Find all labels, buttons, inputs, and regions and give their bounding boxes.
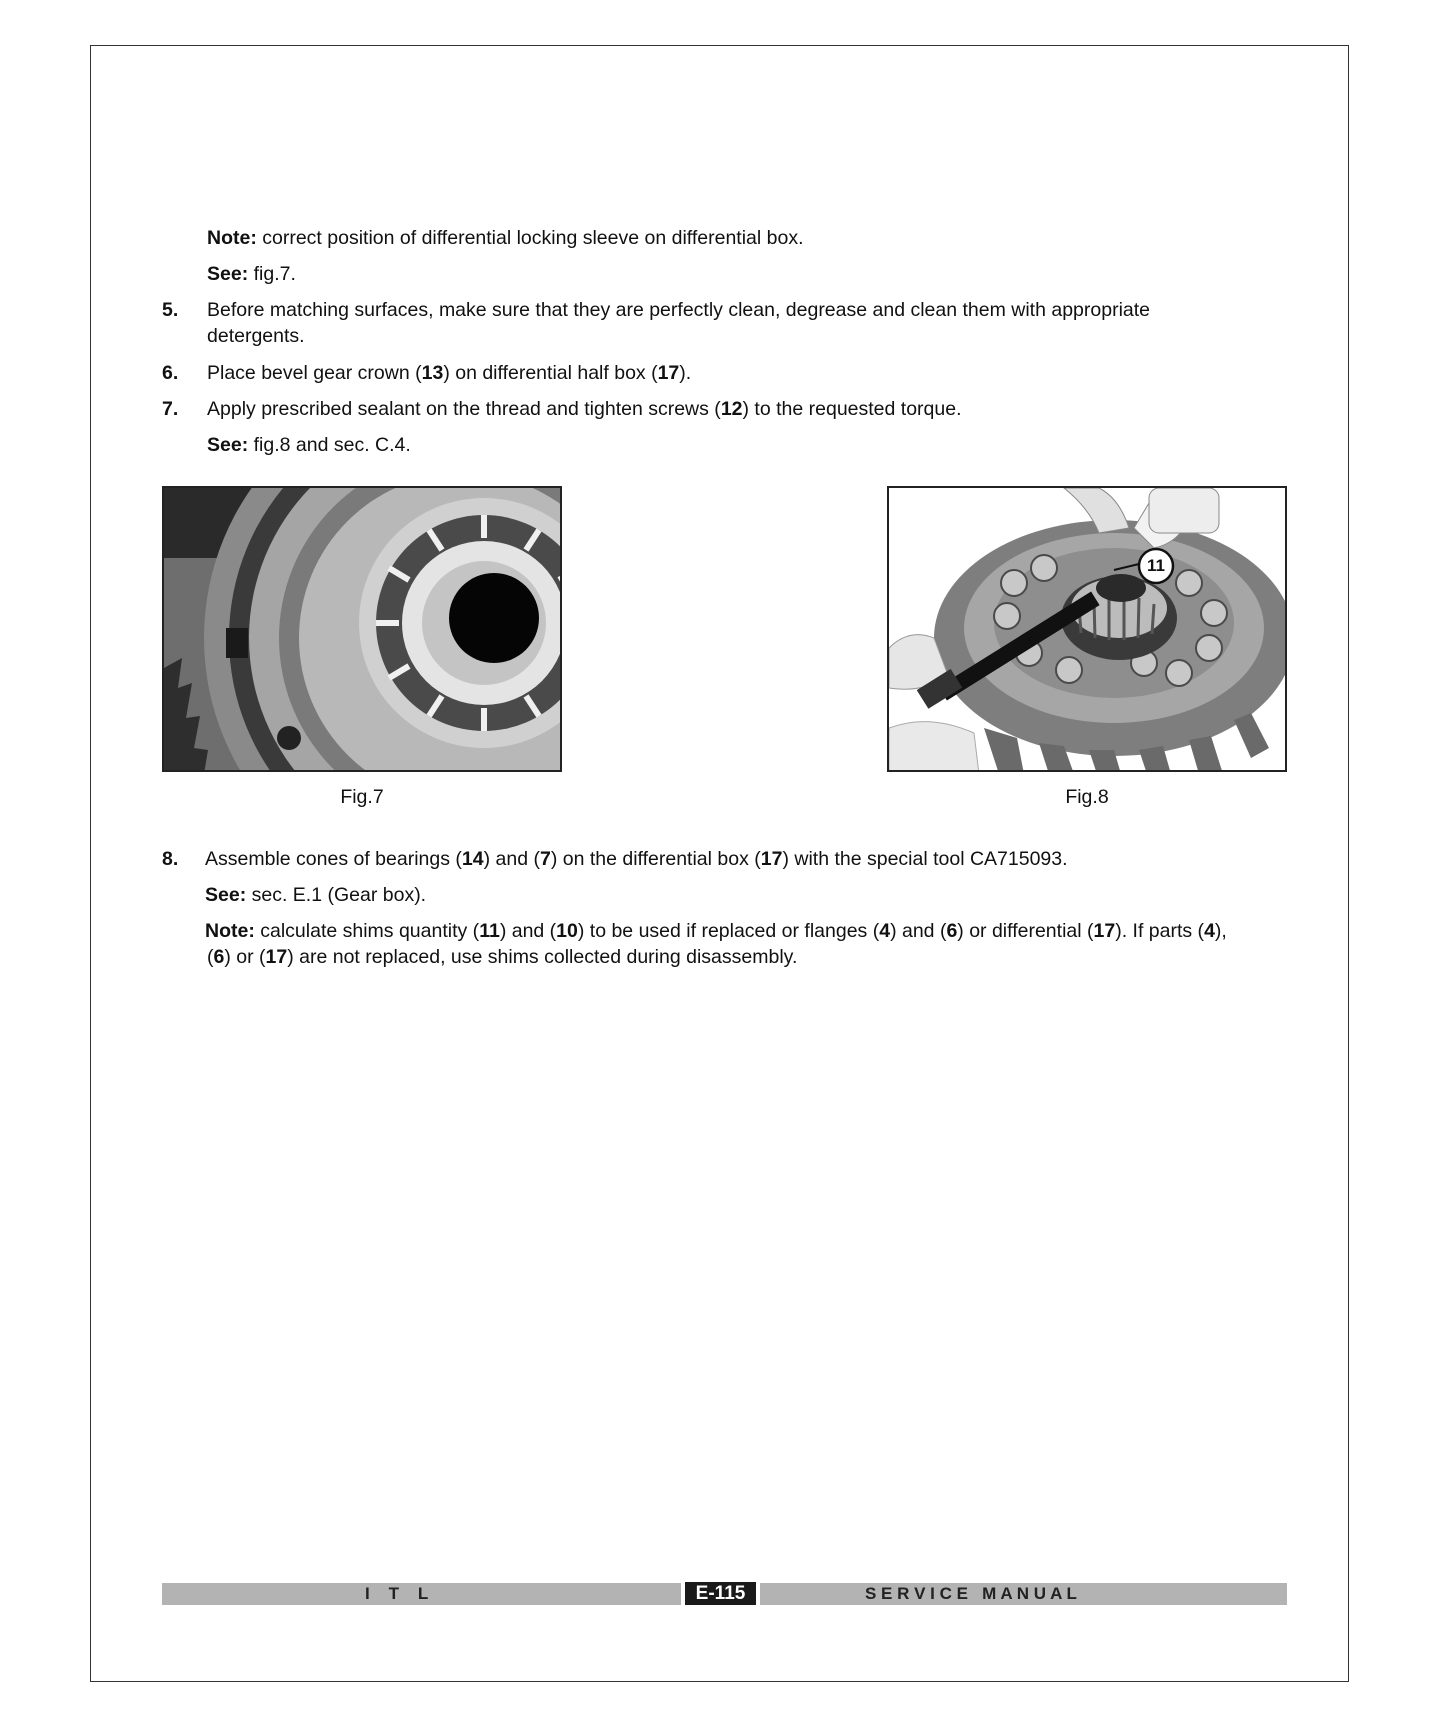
footer-brand: I T L (365, 1584, 429, 1603)
step-number: 7. (162, 398, 179, 420)
text-run: ). (679, 362, 692, 384)
note-label: Note: (205, 920, 255, 942)
part-ref: 13 (421, 362, 444, 384)
step-number: 6. (162, 362, 179, 384)
callout-label: 11 (1147, 556, 1165, 575)
see-text: fig.7. (248, 263, 296, 285)
part-ref: 11 (479, 920, 500, 942)
text-run: ) with the special tool CA715093. (782, 848, 1068, 870)
step-text (207, 396, 962, 422)
text-run: Place bevel gear crown ( (207, 362, 422, 384)
text-run: ). If parts ( (1115, 920, 1205, 942)
note-label: Note: (207, 227, 257, 249)
fig7-photo (162, 486, 562, 772)
step-note-continued (207, 944, 797, 970)
step-see (205, 882, 426, 908)
text-run: ) or differential ( (957, 920, 1094, 942)
text-run: ) and ( (890, 920, 947, 942)
intro-note (207, 225, 804, 251)
intro-see (207, 261, 296, 287)
fig8-gear-illustration (889, 488, 1287, 772)
text-run: ( (207, 946, 214, 968)
part-ref: 4 (1204, 920, 1215, 942)
text-run: Apply prescribed sealant on the thread and tighten screws ( (207, 398, 721, 420)
text-run: ) to the requested torque. (742, 398, 962, 420)
step-number: 5. (162, 299, 179, 321)
fig8-caption: Fig.8 (1065, 786, 1109, 808)
see-label: See: (205, 884, 247, 906)
step-text (205, 846, 1068, 872)
step-text (207, 360, 691, 386)
step-number: 8. (162, 848, 179, 870)
step-text-continued: detergents. (207, 325, 305, 347)
text-run: ) and ( (499, 920, 557, 942)
footer-title: S E R V I C E M A N U A L (865, 1584, 1077, 1603)
part-ref: 17 (265, 946, 288, 968)
part-ref: 6 (946, 920, 958, 942)
part-ref: 7 (539, 848, 551, 870)
see-text: fig.8 and sec. C.4. (248, 434, 411, 456)
step-see (207, 432, 411, 458)
note-text: correct position of differential locking sleeve on differential box. (256, 227, 804, 249)
fig8-photo (887, 486, 1287, 772)
page-number: E-115 (685, 1582, 756, 1605)
step-note (205, 918, 1227, 944)
fig7-caption: Fig.7 (340, 786, 384, 808)
part-ref: 17 (657, 362, 680, 384)
part-ref: 12 (720, 398, 743, 420)
text-run: ) and ( (483, 848, 540, 870)
text-run: ), (1214, 920, 1227, 942)
text-run: ) to be used if replaced or flanges ( (577, 920, 880, 942)
text-run: calculate shims quantity ( (254, 920, 480, 942)
text-run: ) are not replaced, use shims collected during disassembly. (287, 946, 798, 968)
fig7-bearing-illustration (164, 488, 562, 772)
part-ref: 4 (879, 920, 891, 942)
see-text: sec. E.1 (Gear box). (246, 884, 427, 906)
text-run: Assemble cones of bearings ( (205, 848, 462, 870)
see-label: See: (207, 434, 249, 456)
part-ref: 6 (213, 946, 225, 968)
see-label: See: (207, 263, 249, 285)
step-text: Before matching surfaces, make sure that they are perfectly clean, degrease and clean them with appropriate (207, 299, 1151, 321)
text-run: ) on the differential box ( (550, 848, 761, 870)
part-ref: 10 (556, 920, 578, 942)
text-run: ) on differential half box ( (443, 362, 658, 384)
part-ref: 17 (760, 848, 783, 870)
text-run: ) or ( (224, 946, 266, 968)
part-ref: 17 (1093, 920, 1116, 942)
part-ref: 14 (461, 848, 484, 870)
